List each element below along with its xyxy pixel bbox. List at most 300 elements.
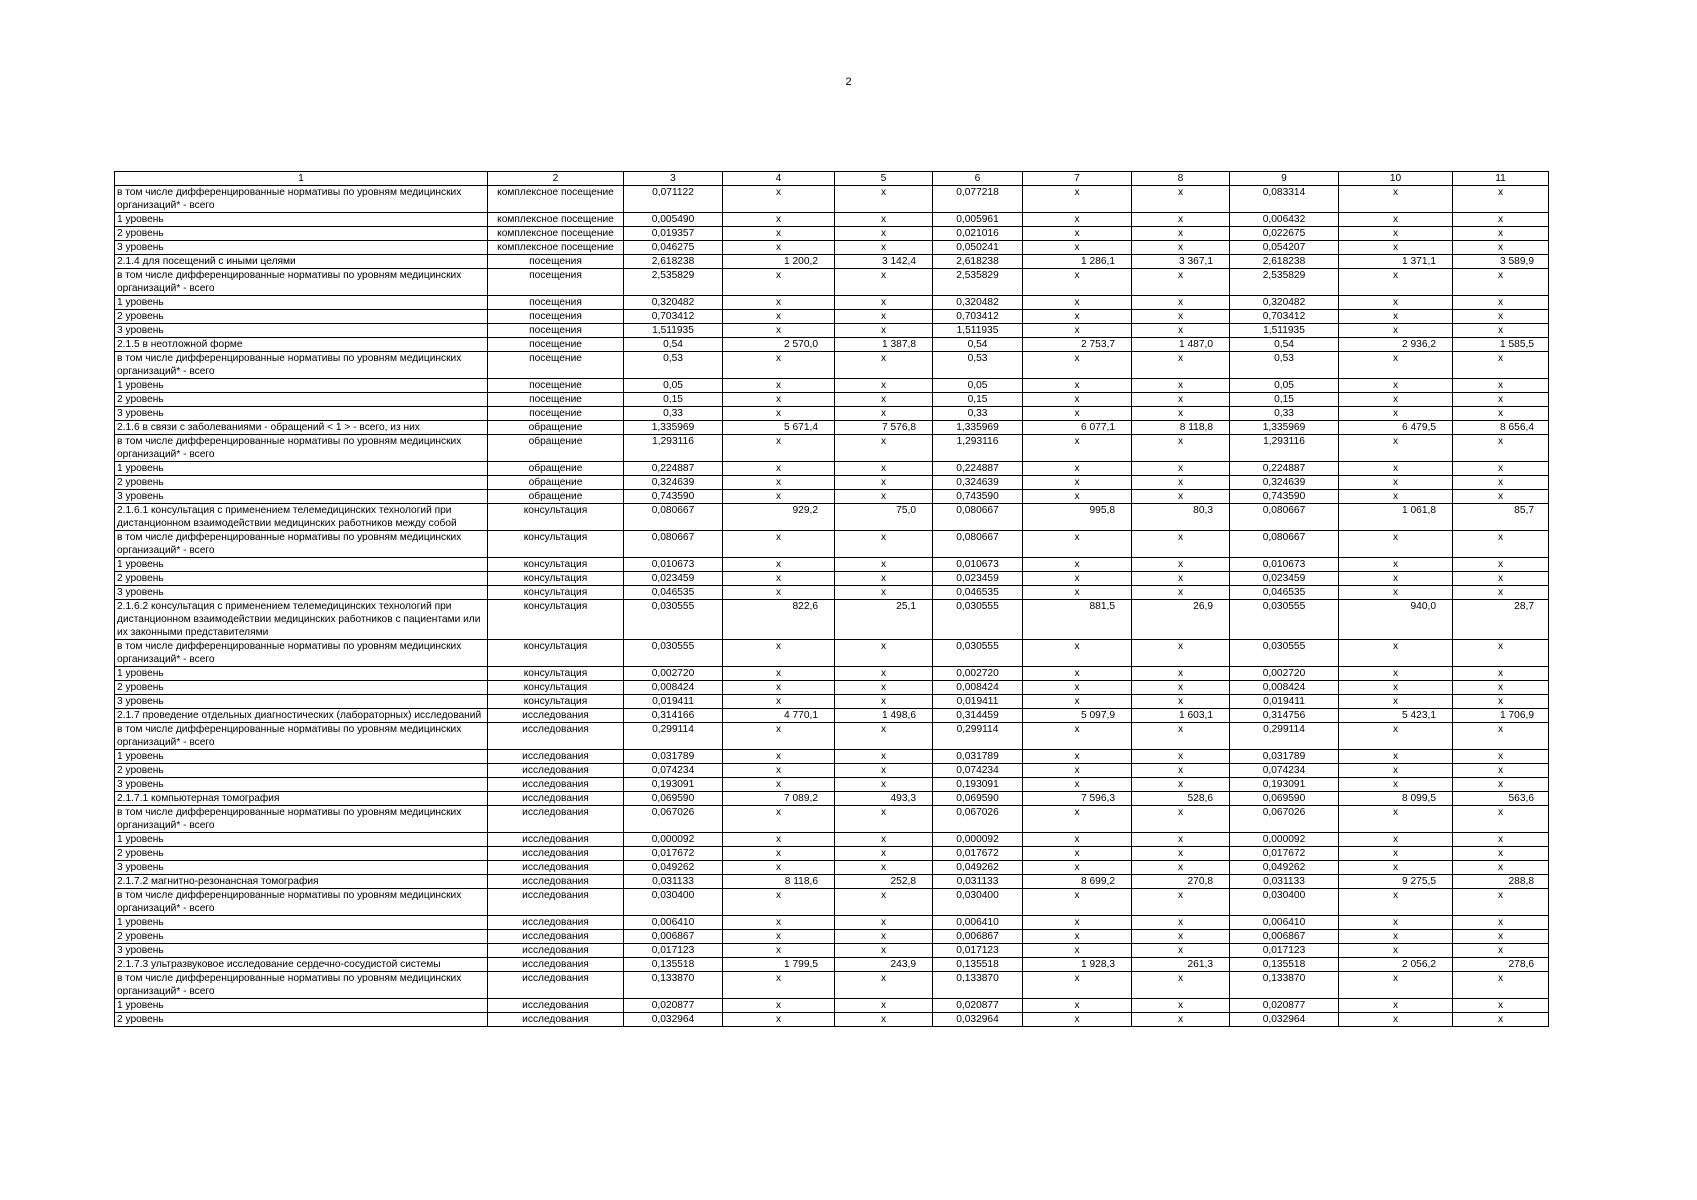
value-cell: х [835,296,933,310]
value-cell: х [835,750,933,764]
table-row [115,916,1549,930]
value-cell: х [1132,764,1230,778]
column-header-9: 9 [1230,172,1339,186]
value-cell: 0,703412 [933,310,1023,324]
row-label: 2.1.7.1 компьютерная томография [115,792,488,806]
value-cell: х [723,586,835,600]
value-cell: х [1339,352,1453,379]
table-row [115,504,1549,531]
value-cell: 0,030555 [1230,640,1339,667]
value-cell: 0,032964 [933,1013,1023,1027]
value-cell: х [1453,667,1549,681]
value-cell: х [1453,352,1549,379]
value-cell: 0,299114 [933,723,1023,750]
value-cell: х [1453,916,1549,930]
value-cell: 0,046535 [1230,586,1339,600]
value-cell: х [1132,213,1230,227]
value-cell: х [723,778,835,792]
value-cell: х [1132,889,1230,916]
value-cell: 1,511935 [624,324,723,338]
row-label: 2 уровень [115,764,488,778]
value-cell: 0,133870 [933,972,1023,999]
value-cell: х [1339,476,1453,490]
value-cell: 26,9 [1132,600,1230,640]
value-cell: х [723,640,835,667]
unit-cell: посещение [488,352,624,379]
value-cell: х [1132,861,1230,875]
value-cell: х [835,723,933,750]
value-cell: х [835,944,933,958]
row-label: 2 уровень [115,227,488,241]
value-cell: 0,020877 [624,999,723,1013]
value-cell: х [1339,379,1453,393]
value-cell: х [1339,916,1453,930]
value-cell: х [1453,847,1549,861]
value-cell: 8 699,2 [1023,875,1132,889]
value-cell: х [1339,778,1453,792]
unit-cell: обращение [488,476,624,490]
value-cell: х [835,764,933,778]
value-cell: 0,135518 [1230,958,1339,972]
row-label: 2.1.6 в связи с заболеваниями - обращений < 1 > - всего, из них [115,421,488,435]
value-cell: х [1339,586,1453,600]
value-cell: х [835,916,933,930]
unit-cell: посещения [488,269,624,296]
value-cell: х [1453,213,1549,227]
value-cell: 0,135518 [933,958,1023,972]
row-label: 1 уровень [115,558,488,572]
value-cell: х [1132,241,1230,255]
value-cell: х [835,930,933,944]
value-cell: 2 056,2 [1339,958,1453,972]
value-cell: 0,080667 [624,504,723,531]
value-cell: х [1453,324,1549,338]
value-cell: х [723,847,835,861]
value-cell: 0,019411 [933,695,1023,709]
value-cell: 1 706,9 [1453,709,1549,723]
value-cell: х [1339,186,1453,213]
value-cell: 0,019357 [624,227,723,241]
value-cell: 2,535829 [933,269,1023,296]
value-cell: 243,9 [835,958,933,972]
unit-cell: исследования [488,999,624,1013]
value-cell: 1 200,2 [723,255,835,269]
row-label: 2.1.4 для посещений с иными целями [115,255,488,269]
value-cell: 0,010673 [933,558,1023,572]
value-cell: х [723,572,835,586]
value-cell: 1 286,1 [1023,255,1132,269]
value-cell: 0,320482 [933,296,1023,310]
value-cell: 0,008424 [1230,681,1339,695]
value-cell: х [723,833,835,847]
table-row [115,778,1549,792]
table-header [115,172,1549,186]
unit-cell: комплексное посещение [488,227,624,241]
value-cell: х [1339,393,1453,407]
table-row [115,490,1549,504]
unit-cell: комплексное посещение [488,241,624,255]
value-cell: 0,299114 [624,723,723,750]
column-header-1: 1 [115,172,488,186]
row-label: 1 уровень [115,462,488,476]
value-cell: х [1453,531,1549,558]
row-label: 2 уровень [115,476,488,490]
value-cell: х [1023,667,1132,681]
value-cell: х [1023,213,1132,227]
value-cell: х [1132,296,1230,310]
value-cell: 940,0 [1339,600,1453,640]
value-cell: 2,618238 [933,255,1023,269]
value-cell: 1,335969 [933,421,1023,435]
value-cell: х [1339,310,1453,324]
value-cell: х [723,916,835,930]
value-cell: х [1453,861,1549,875]
value-cell: 0,193091 [933,778,1023,792]
row-label: 1 уровень [115,213,488,227]
table-row [115,999,1549,1013]
value-cell: 0,006432 [1230,213,1339,227]
value-cell: х [835,269,933,296]
value-cell: 0,067026 [933,806,1023,833]
value-cell: 3 367,1 [1132,255,1230,269]
value-cell: х [1023,269,1132,296]
value-cell: х [1339,764,1453,778]
row-label: 3 уровень [115,490,488,504]
table-row [115,764,1549,778]
value-cell: х [835,490,933,504]
row-label: 2 уровень [115,930,488,944]
value-cell: х [1023,352,1132,379]
value-cell: х [723,407,835,421]
value-cell: х [1132,462,1230,476]
value-cell: 0,030555 [624,600,723,640]
value-cell: 7 576,8 [835,421,933,435]
value-cell: 0,002720 [1230,667,1339,681]
value-cell: х [1453,490,1549,504]
value-cell: х [723,944,835,958]
value-cell: 881,5 [1023,600,1132,640]
value-cell: х [1453,572,1549,586]
column-header-5: 5 [835,172,933,186]
row-label: 1 уровень [115,379,488,393]
value-cell: 0,000092 [1230,833,1339,847]
value-cell: х [1453,640,1549,667]
row-label: 2 уровень [115,393,488,407]
value-cell: 4 770,1 [723,709,835,723]
table-row [115,269,1549,296]
value-cell: 0,33 [1230,407,1339,421]
value-cell: х [1339,227,1453,241]
value-cell: х [835,558,933,572]
value-cell: 0,224887 [933,462,1023,476]
value-cell: 3 142,4 [835,255,933,269]
unit-cell: исследования [488,764,624,778]
value-cell: 0,53 [624,352,723,379]
value-cell: 85,7 [1453,504,1549,531]
value-cell: х [1339,407,1453,421]
unit-cell: исследования [488,778,624,792]
value-cell: х [1453,764,1549,778]
value-cell: 3 589,9 [1453,255,1549,269]
row-label: в том числе дифференцированные нормативы по уровням медицинских организаций* - всего [115,531,488,558]
value-cell: 28,7 [1453,600,1549,640]
value-cell: 0,05 [933,379,1023,393]
value-cell: 0,083314 [1230,186,1339,213]
value-cell: х [1023,531,1132,558]
row-label: в том числе дифференцированные нормативы по уровням медицинских организаций* - всего [115,723,488,750]
value-cell: 0,743590 [1230,490,1339,504]
value-cell: х [1023,324,1132,338]
table-row [115,806,1549,833]
value-cell: х [1339,269,1453,296]
value-cell: х [1023,393,1132,407]
row-label: в том числе дифференцированные нормативы по уровням медицинских организаций* - всего [115,640,488,667]
value-cell: х [1132,806,1230,833]
value-cell: х [1339,667,1453,681]
table-row [115,421,1549,435]
value-cell: 2 753,7 [1023,338,1132,352]
value-cell: х [835,999,933,1013]
value-cell: х [1339,213,1453,227]
value-cell: 0,005961 [933,213,1023,227]
value-cell: х [835,379,933,393]
value-cell: 0,071122 [624,186,723,213]
value-cell: 0,314166 [624,709,723,723]
value-cell: 6 077,1 [1023,421,1132,435]
value-cell: х [1453,435,1549,462]
value-cell: х [1023,1013,1132,1027]
row-label: 2.1.6.2 консультация с применением телемедицинских технологий при дистанционном взаимодействии медицинских работников с пациентами или их законными представителями [115,600,488,640]
value-cell: 0,023459 [933,572,1023,586]
value-cell: 0,017123 [624,944,723,958]
value-cell: х [1132,352,1230,379]
value-cell: х [835,833,933,847]
value-cell: х [1339,681,1453,695]
value-cell: 5 671,4 [723,421,835,435]
value-cell: 0,046535 [933,586,1023,600]
value-cell: х [1453,186,1549,213]
value-cell: х [835,972,933,999]
value-cell: 1 799,5 [723,958,835,972]
value-cell: 7 596,3 [1023,792,1132,806]
value-cell: х [1339,861,1453,875]
row-label: в том числе дифференцированные нормативы по уровням медицинских организаций* - всего [115,435,488,462]
row-label: в том числе дифференцированные нормативы по уровням медицинских организаций* - всего [115,972,488,999]
value-cell: 5 097,9 [1023,709,1132,723]
table-row [115,227,1549,241]
table-row [115,600,1549,640]
value-cell: х [1132,476,1230,490]
value-cell: х [1132,186,1230,213]
value-cell: х [1023,916,1132,930]
value-cell: 0,080667 [933,531,1023,558]
row-label: 1 уровень [115,296,488,310]
value-cell: 0,53 [933,352,1023,379]
table-row [115,241,1549,255]
value-cell: х [1339,723,1453,750]
value-cell: 9 275,5 [1339,875,1453,889]
value-cell: 0,032964 [624,1013,723,1027]
value-cell: х [723,1013,835,1027]
table-row [115,296,1549,310]
value-cell: х [835,695,933,709]
value-cell: х [1339,558,1453,572]
value-cell: 1,293116 [624,435,723,462]
value-cell: х [723,352,835,379]
value-cell: х [1023,476,1132,490]
table-row [115,944,1549,958]
value-cell: х [1023,490,1132,504]
value-cell: 0,224887 [624,462,723,476]
value-cell: х [1132,310,1230,324]
row-label: 2.1.7.3 ультразвуковое исследование сердечно-сосудистой системы [115,958,488,972]
row-label: 1 уровень [115,833,488,847]
value-cell: х [1132,916,1230,930]
table-body [115,186,1549,1027]
value-cell: 0,299114 [1230,723,1339,750]
table-row [115,476,1549,490]
table-row [115,640,1549,667]
row-label: 3 уровень [115,944,488,958]
value-cell: 0,031789 [933,750,1023,764]
value-cell: 0,133870 [1230,972,1339,999]
value-cell: х [1023,462,1132,476]
row-label: 3 уровень [115,324,488,338]
value-cell: х [1453,310,1549,324]
value-cell: 528,6 [1132,792,1230,806]
value-cell: х [1132,723,1230,750]
value-cell: 822,6 [723,600,835,640]
value-cell: х [835,393,933,407]
unit-cell: исследования [488,750,624,764]
unit-cell: консультация [488,586,624,600]
unit-cell: исследования [488,1013,624,1027]
value-cell: х [1132,667,1230,681]
value-cell: х [835,778,933,792]
value-cell: 0,193091 [624,778,723,792]
value-cell: 0,017672 [624,847,723,861]
value-cell: х [723,750,835,764]
table-row [115,930,1549,944]
value-cell: 1,511935 [1230,324,1339,338]
unit-cell: исследования [488,861,624,875]
value-cell: х [723,806,835,833]
unit-cell: посещения [488,296,624,310]
value-cell: х [1339,324,1453,338]
value-cell: х [1453,241,1549,255]
value-cell: 0,019411 [624,695,723,709]
value-cell: 0,049262 [624,861,723,875]
value-cell: х [1339,806,1453,833]
header-row [115,172,1549,186]
value-cell: 0,002720 [933,667,1023,681]
value-cell: х [1132,833,1230,847]
value-cell: 0,031133 [1230,875,1339,889]
table-row [115,572,1549,586]
value-cell: х [1132,269,1230,296]
value-cell: 1 498,6 [835,709,933,723]
value-cell: х [1132,695,1230,709]
unit-cell: консультация [488,640,624,667]
value-cell: 0,031133 [624,875,723,889]
value-cell: х [1339,572,1453,586]
value-cell: 0,15 [1230,393,1339,407]
value-cell: х [1453,476,1549,490]
value-cell: х [723,213,835,227]
value-cell: х [1453,889,1549,916]
value-cell: х [1339,750,1453,764]
unit-cell: обращение [488,490,624,504]
table-row [115,1013,1549,1027]
table-row [115,462,1549,476]
value-cell: 0,005490 [624,213,723,227]
value-cell: х [1023,681,1132,695]
value-cell: х [835,352,933,379]
value-cell: 929,2 [723,504,835,531]
value-cell: х [1339,1013,1453,1027]
value-cell: 261,3 [1132,958,1230,972]
value-cell: х [1453,393,1549,407]
table-row [115,255,1549,269]
value-cell: х [1132,558,1230,572]
value-cell: 1,511935 [933,324,1023,338]
value-cell: х [835,186,933,213]
value-cell: х [1453,558,1549,572]
value-cell: 0,030555 [1230,600,1339,640]
value-cell: х [835,889,933,916]
value-cell: 0,031133 [933,875,1023,889]
value-cell: х [835,572,933,586]
value-cell: х [1339,296,1453,310]
unit-cell: посещение [488,393,624,407]
value-cell: 0,067026 [1230,806,1339,833]
value-cell: х [1132,407,1230,421]
value-cell: х [1132,324,1230,338]
column-header-2: 2 [488,172,624,186]
value-cell: 0,030400 [624,889,723,916]
value-cell: х [723,393,835,407]
value-cell: х [1132,681,1230,695]
value-cell: х [1132,531,1230,558]
table-row [115,586,1549,600]
row-label: 2 уровень [115,310,488,324]
value-cell: х [1453,1013,1549,1027]
value-cell: х [723,310,835,324]
value-cell: х [1023,640,1132,667]
value-cell: х [1339,972,1453,999]
value-cell: 0,031789 [1230,750,1339,764]
value-cell: х [1339,847,1453,861]
row-label: 3 уровень [115,695,488,709]
value-cell: х [1132,227,1230,241]
value-cell: 0,067026 [624,806,723,833]
unit-cell: консультация [488,600,624,640]
value-cell: 0,074234 [624,764,723,778]
value-cell: х [835,640,933,667]
value-cell: 0,049262 [933,861,1023,875]
value-cell: 0,324639 [1230,476,1339,490]
value-cell: 0,080667 [624,531,723,558]
table-row [115,958,1549,972]
value-cell: 0,080667 [1230,504,1339,531]
value-cell: 0,020877 [1230,999,1339,1013]
value-cell: 1 387,8 [835,338,933,352]
value-cell: 0,314756 [1230,709,1339,723]
value-cell: х [835,806,933,833]
column-header-3: 3 [624,172,723,186]
unit-cell: комплексное посещение [488,213,624,227]
table-row [115,435,1549,462]
